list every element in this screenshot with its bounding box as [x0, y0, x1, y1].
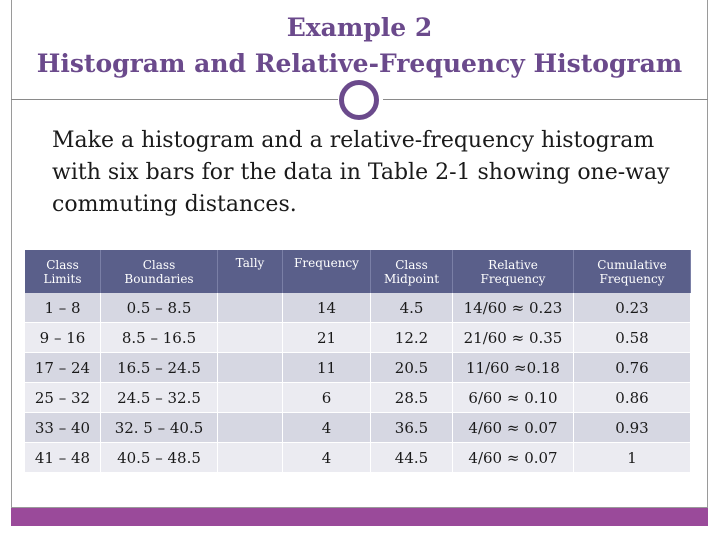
cell-midpoint: 28.5 — [371, 383, 453, 413]
cell-tally — [218, 293, 283, 323]
cell-cumulative-frequency: 0.23 — [574, 293, 691, 323]
cell-limits: 17 – 24 — [25, 353, 101, 383]
cell-relative-frequency: 21/60 ≈ 0.35 — [453, 323, 574, 353]
cell-limits: 1 – 8 — [25, 293, 101, 323]
cell-frequency: 21 — [283, 323, 371, 353]
title-divider-left — [11, 99, 338, 100]
slide-title-line1: Example 2 — [286, 13, 433, 42]
circle-ornament-icon — [339, 80, 379, 120]
header-class-limits — [25, 250, 101, 293]
cell-boundaries: 32. 5 – 40.5 — [101, 413, 218, 443]
cell-boundaries: 24.5 – 32.5 — [101, 383, 218, 413]
cell-midpoint: 20.5 — [371, 353, 453, 383]
table-row — [25, 383, 691, 413]
header-class-midpoint — [371, 250, 453, 293]
cell-boundaries: 16.5 – 24.5 — [101, 353, 218, 383]
cell-limits: 33 – 40 — [25, 413, 101, 443]
cell-boundaries: 40.5 – 48.5 — [101, 443, 218, 473]
table-row — [25, 413, 691, 443]
cell-frequency: 4 — [283, 413, 371, 443]
cell-frequency: 11 — [283, 353, 371, 383]
header-cumulative-frequency-line2: Frequency — [599, 271, 665, 286]
cell-boundaries: 0.5 – 8.5 — [101, 293, 218, 323]
cell-midpoint: 12.2 — [371, 323, 453, 353]
cell-cumulative-frequency: 0.76 — [574, 353, 691, 383]
table-row — [25, 293, 691, 323]
cell-limits: 25 – 32 — [25, 383, 101, 413]
cell-cumulative-frequency: 1 — [574, 443, 691, 473]
header-class-limits-line2: Limits — [43, 271, 82, 286]
slide-title-line2: Histogram and Relative-Frequency Histogram — [36, 49, 683, 78]
header-class-midpoint-line2: Midpoint — [383, 271, 440, 286]
cell-tally — [218, 383, 283, 413]
header-class-limits-line1: Class — [46, 257, 79, 272]
cell-midpoint: 36.5 — [371, 413, 453, 443]
cell-relative-frequency: 6/60 ≈ 0.10 — [453, 383, 574, 413]
header-cumulative-frequency — [574, 250, 691, 293]
header-relative-frequency — [453, 250, 574, 293]
table-row — [25, 353, 691, 383]
cell-relative-frequency: 4/60 ≈ 0.07 — [453, 413, 574, 443]
cell-relative-frequency: 14/60 ≈ 0.23 — [453, 293, 574, 323]
cell-tally — [218, 443, 283, 473]
footer-bar — [11, 508, 708, 526]
header-class-boundaries — [101, 250, 218, 293]
cell-relative-frequency: 4/60 ≈ 0.07 — [453, 443, 574, 473]
cell-relative-frequency: 11/60 ≈0.18 — [453, 353, 574, 383]
header-relative-frequency-line2: Frequency — [480, 271, 546, 286]
header-tally-label: Tally — [235, 256, 265, 270]
cell-cumulative-frequency: 0.86 — [574, 383, 691, 413]
frequency-table — [25, 250, 691, 473]
cell-frequency: 4 — [283, 443, 371, 473]
cell-tally — [218, 413, 283, 443]
cell-frequency: 6 — [283, 383, 371, 413]
cell-limits: 41 – 48 — [25, 443, 101, 473]
header-cumulative-frequency-line1: Cumulative — [597, 257, 667, 272]
header-frequency-label: Frequency — [294, 256, 359, 270]
header-tally — [218, 250, 283, 293]
title-divider-right — [383, 99, 708, 100]
header-class-boundaries-line2: Boundaries — [124, 271, 194, 286]
table-row — [25, 443, 691, 473]
cell-frequency: 14 — [283, 293, 371, 323]
cell-tally — [218, 353, 283, 383]
header-class-boundaries-line1: Class — [142, 257, 176, 272]
intro-text: Make a histogram and a relative-frequency histogram with six bars for the data in Table 2-1 showing one-way commuting distances. — [52, 128, 670, 217]
cell-boundaries: 8.5 – 16.5 — [101, 323, 218, 353]
header-frequency — [283, 250, 371, 293]
cell-midpoint: 4.5 — [371, 293, 453, 323]
cell-tally — [218, 323, 283, 353]
cell-cumulative-frequency: 0.58 — [574, 323, 691, 353]
cell-cumulative-frequency: 0.93 — [574, 413, 691, 443]
header-class-midpoint-line1: Class — [395, 257, 428, 272]
cell-midpoint: 44.5 — [371, 443, 453, 473]
table-header-row — [25, 250, 691, 293]
cell-limits: 9 – 16 — [25, 323, 101, 353]
header-relative-frequency-line1: Relative — [488, 257, 538, 272]
table-row — [25, 323, 691, 353]
